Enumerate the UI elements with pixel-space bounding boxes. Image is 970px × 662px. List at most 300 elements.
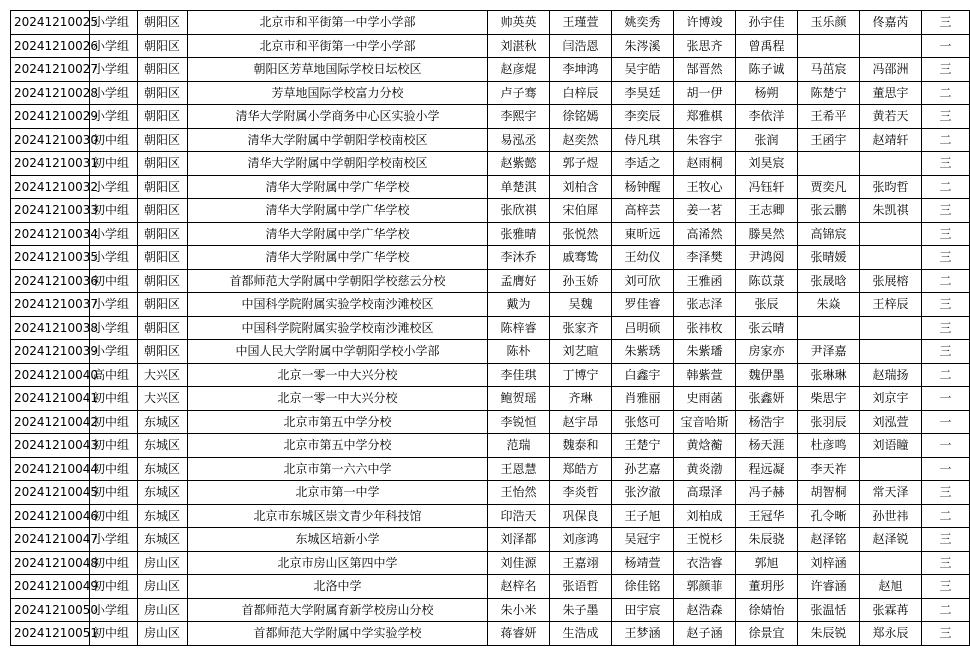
member-cell: 李锐恒 bbox=[488, 410, 550, 434]
member-cell: 冯钰轩 bbox=[736, 175, 798, 199]
team-id-cell: 20241210028 bbox=[11, 81, 90, 105]
member-cell: 朱容宇 bbox=[674, 128, 736, 152]
member-cell: 程远凝 bbox=[736, 457, 798, 481]
district-cell: 房山区 bbox=[138, 622, 188, 646]
member-cell: 孙世祎 bbox=[860, 504, 922, 528]
school-cell: 清华大学附属中学广华学校 bbox=[188, 246, 488, 270]
award-level-cell: 一 bbox=[922, 410, 970, 434]
member-cell: 刘湛秋 bbox=[488, 34, 550, 58]
member-cell: 张祎枚 bbox=[674, 316, 736, 340]
school-cell: 中国科学院附属实验学校南沙滩校区 bbox=[188, 316, 488, 340]
award-level-cell: 三 bbox=[922, 222, 970, 246]
table-row bbox=[11, 387, 970, 411]
member-cell: 许博竣 bbox=[674, 11, 736, 35]
district-cell: 房山区 bbox=[138, 575, 188, 599]
school-cell: 北京市东城区崇文青少年科技馆 bbox=[188, 504, 488, 528]
team-id-cell: 20241210045 bbox=[11, 481, 90, 505]
member-cell: 白鑫宇 bbox=[612, 363, 674, 387]
member-cell: 刘柏成 bbox=[674, 504, 736, 528]
table-row bbox=[11, 269, 970, 293]
school-cell: 北京市和平街第一中学小学部 bbox=[188, 34, 488, 58]
team-id-cell: 20241210036 bbox=[11, 269, 90, 293]
member-cell: 王牧心 bbox=[674, 175, 736, 199]
school-cell: 北京市和平街第一中学小学部 bbox=[188, 11, 488, 35]
member-cell: 郑皓方 bbox=[550, 457, 612, 481]
member-cell: 张展榕 bbox=[860, 269, 922, 293]
member-cell: 滕昊然 bbox=[736, 222, 798, 246]
member-cell: 刘可欣 bbox=[612, 269, 674, 293]
member-cell: 吴魏 bbox=[550, 293, 612, 317]
team-id-cell: 20241210026 bbox=[11, 34, 90, 58]
member-cell bbox=[860, 340, 922, 364]
member-cell: 姚奕秀 bbox=[612, 11, 674, 35]
member-cell: 杨天涯 bbox=[736, 434, 798, 458]
award-roster-sheet bbox=[10, 10, 970, 646]
group-cell: 初中组 bbox=[90, 387, 138, 411]
district-cell: 朝阳区 bbox=[138, 316, 188, 340]
table-row bbox=[11, 81, 970, 105]
member-cell: 郭子煜 bbox=[550, 152, 612, 176]
group-cell: 初中组 bbox=[90, 269, 138, 293]
group-cell: 初中组 bbox=[90, 457, 138, 481]
award-level-cell: 三 bbox=[922, 58, 970, 82]
group-cell: 小学组 bbox=[90, 598, 138, 622]
school-cell: 清华大学附属小学商务中心区实验小学 bbox=[188, 105, 488, 129]
member-cell: 刘京宇 bbox=[860, 387, 922, 411]
member-cell: 陈子诚 bbox=[736, 58, 798, 82]
member-cell: 杨朔 bbox=[736, 81, 798, 105]
member-cell: 宋伯犀 bbox=[550, 199, 612, 223]
member-cell: 刘泽都 bbox=[488, 528, 550, 552]
school-cell: 清华大学附属中学广华学校 bbox=[188, 175, 488, 199]
member-cell: 杨靖萱 bbox=[612, 551, 674, 575]
member-cell: 张悠可 bbox=[612, 410, 674, 434]
member-cell: 董思宇 bbox=[860, 81, 922, 105]
table-row bbox=[11, 598, 970, 622]
group-cell: 小学组 bbox=[90, 293, 138, 317]
school-cell: 清华大学附属中学广华学校 bbox=[188, 222, 488, 246]
member-cell: 郭颜菲 bbox=[674, 575, 736, 599]
member-cell: 赵彦焜 bbox=[488, 58, 550, 82]
award-level-cell: 一 bbox=[922, 34, 970, 58]
member-cell: 孟膺好 bbox=[488, 269, 550, 293]
member-cell: 刘艺暄 bbox=[550, 340, 612, 364]
member-cell: 王函宇 bbox=[798, 128, 860, 152]
team-id-cell: 20241210038 bbox=[11, 316, 90, 340]
member-cell: 刘泓萱 bbox=[860, 410, 922, 434]
member-cell: 郑永辰 bbox=[860, 622, 922, 646]
member-cell: 王梓辰 bbox=[860, 293, 922, 317]
member-cell: 孙艺嘉 bbox=[612, 457, 674, 481]
group-cell: 初中组 bbox=[90, 410, 138, 434]
team-id-cell: 20241210030 bbox=[11, 128, 90, 152]
member-cell: 赵宇昂 bbox=[550, 410, 612, 434]
school-cell: 北洛中学 bbox=[188, 575, 488, 599]
member-cell: 张昀哲 bbox=[860, 175, 922, 199]
member-cell: 王瑾萱 bbox=[550, 11, 612, 35]
member-cell: 王嘉翊 bbox=[550, 551, 612, 575]
member-cell: 张羽辰 bbox=[798, 410, 860, 434]
member-cell: 衣浩睿 bbox=[674, 551, 736, 575]
school-cell: 清华大学附属中学朝阳学校南校区 bbox=[188, 152, 488, 176]
member-cell: 田宇宸 bbox=[612, 598, 674, 622]
group-cell: 小学组 bbox=[90, 175, 138, 199]
member-cell: 常天泽 bbox=[860, 481, 922, 505]
school-cell: 首都师范大学附属育新学校房山分校 bbox=[188, 598, 488, 622]
member-cell: 张云晴 bbox=[736, 316, 798, 340]
member-cell: 朱辰锐 bbox=[798, 622, 860, 646]
award-level-cell: 二 bbox=[922, 81, 970, 105]
group-cell: 初中组 bbox=[90, 504, 138, 528]
member-cell: 易泓丞 bbox=[488, 128, 550, 152]
member-cell: 魏泰和 bbox=[550, 434, 612, 458]
award-roster-table bbox=[10, 10, 970, 646]
award-level-cell: 二 bbox=[922, 175, 970, 199]
school-cell: 北京市房山区第四中学 bbox=[188, 551, 488, 575]
member-cell bbox=[860, 246, 922, 270]
table-row bbox=[11, 316, 970, 340]
member-cell: 徐铭嫣 bbox=[550, 105, 612, 129]
member-cell: 王雅函 bbox=[674, 269, 736, 293]
district-cell: 朝阳区 bbox=[138, 128, 188, 152]
district-cell: 房山区 bbox=[138, 551, 188, 575]
district-cell: 朝阳区 bbox=[138, 222, 188, 246]
member-cell: 朱辰骁 bbox=[736, 528, 798, 552]
district-cell: 朝阳区 bbox=[138, 58, 188, 82]
group-cell: 初中组 bbox=[90, 575, 138, 599]
group-cell: 高中组 bbox=[90, 363, 138, 387]
member-cell: 张汐澈 bbox=[612, 481, 674, 505]
award-level-cell: 三 bbox=[922, 316, 970, 340]
member-cell: 郭旭 bbox=[736, 551, 798, 575]
table-row bbox=[11, 340, 970, 364]
table-row bbox=[11, 11, 970, 35]
award-level-cell: 三 bbox=[922, 340, 970, 364]
member-cell: 黄若天 bbox=[860, 105, 922, 129]
member-cell: 赵旭 bbox=[860, 575, 922, 599]
member-cell: 冯邵洲 bbox=[860, 58, 922, 82]
member-cell: 戴为 bbox=[488, 293, 550, 317]
team-id-cell: 20241210027 bbox=[11, 58, 90, 82]
school-cell: 东城区培新小学 bbox=[188, 528, 488, 552]
table-row bbox=[11, 246, 970, 270]
member-cell: 魏伊墨 bbox=[736, 363, 798, 387]
district-cell: 东城区 bbox=[138, 528, 188, 552]
member-cell: 赵泽铭 bbox=[798, 528, 860, 552]
award-level-cell: 三 bbox=[922, 551, 970, 575]
member-cell bbox=[798, 152, 860, 176]
district-cell: 朝阳区 bbox=[138, 199, 188, 223]
member-cell: 吕明硕 bbox=[612, 316, 674, 340]
award-level-cell: 二 bbox=[922, 363, 970, 387]
group-cell: 小学组 bbox=[90, 340, 138, 364]
school-cell: 朝阳区芳草地国际学校日坛校区 bbox=[188, 58, 488, 82]
district-cell: 朝阳区 bbox=[138, 175, 188, 199]
award-level-cell: 三 bbox=[922, 152, 970, 176]
member-cell: 肖雅丽 bbox=[612, 387, 674, 411]
member-cell: 佟嘉芮 bbox=[860, 11, 922, 35]
member-cell: 刘梓涵 bbox=[798, 551, 860, 575]
member-cell: 朱小米 bbox=[488, 598, 550, 622]
district-cell: 东城区 bbox=[138, 434, 188, 458]
award-level-cell: 一 bbox=[922, 457, 970, 481]
member-cell: 吴宇皓 bbox=[612, 58, 674, 82]
school-cell: 首都师范大学附属中学实验学校 bbox=[188, 622, 488, 646]
member-cell: 王志卿 bbox=[736, 199, 798, 223]
school-cell: 中国人民大学附属中学朝阳学校小学部 bbox=[188, 340, 488, 364]
roster-body bbox=[11, 11, 970, 646]
award-level-cell: 三 bbox=[922, 528, 970, 552]
member-cell: 高璟泽 bbox=[674, 481, 736, 505]
member-cell: 刘佳源 bbox=[488, 551, 550, 575]
member-cell: 王楚宁 bbox=[612, 434, 674, 458]
member-cell: 赵奕然 bbox=[550, 128, 612, 152]
group-cell: 小学组 bbox=[90, 528, 138, 552]
member-cell: 张琳琳 bbox=[798, 363, 860, 387]
team-id-cell: 20241210037 bbox=[11, 293, 90, 317]
table-row bbox=[11, 551, 970, 575]
member-cell: 赵子涵 bbox=[674, 622, 736, 646]
member-cell: 赵泽锐 bbox=[860, 528, 922, 552]
member-cell: 李沐乔 bbox=[488, 246, 550, 270]
district-cell: 朝阳区 bbox=[138, 81, 188, 105]
member-cell: 张雅晴 bbox=[488, 222, 550, 246]
member-cell: 赵靖轩 bbox=[860, 128, 922, 152]
member-cell: 王怡然 bbox=[488, 481, 550, 505]
district-cell: 大兴区 bbox=[138, 363, 188, 387]
table-row bbox=[11, 175, 970, 199]
team-id-cell: 20241210048 bbox=[11, 551, 90, 575]
member-cell bbox=[860, 316, 922, 340]
team-id-cell: 20241210047 bbox=[11, 528, 90, 552]
table-row bbox=[11, 504, 970, 528]
award-level-cell: 一 bbox=[922, 434, 970, 458]
member-cell: 史雨菡 bbox=[674, 387, 736, 411]
district-cell: 朝阳区 bbox=[138, 340, 188, 364]
member-cell: 胡智桐 bbox=[798, 481, 860, 505]
team-id-cell: 20241210025 bbox=[11, 11, 90, 35]
team-id-cell: 20241210034 bbox=[11, 222, 90, 246]
group-cell: 小学组 bbox=[90, 11, 138, 35]
member-cell: 杜彦鸣 bbox=[798, 434, 860, 458]
member-cell: 東昕远 bbox=[612, 222, 674, 246]
member-cell bbox=[860, 222, 922, 246]
school-cell: 北京一零一中大兴分校 bbox=[188, 363, 488, 387]
school-cell: 芳草地国际学校富力分校 bbox=[188, 81, 488, 105]
member-cell: 张温恬 bbox=[798, 598, 860, 622]
school-cell: 中国科学院附属实验学校南沙滩校区 bbox=[188, 293, 488, 317]
member-cell: 陈梓睿 bbox=[488, 316, 550, 340]
team-id-cell: 20241210044 bbox=[11, 457, 90, 481]
member-cell: 陈苡菉 bbox=[736, 269, 798, 293]
member-cell: 张思齐 bbox=[674, 34, 736, 58]
table-row bbox=[11, 481, 970, 505]
school-cell: 北京市第五中学分校 bbox=[188, 434, 488, 458]
member-cell: 李熙宇 bbox=[488, 105, 550, 129]
table-row bbox=[11, 363, 970, 387]
member-cell: 董玥彤 bbox=[736, 575, 798, 599]
district-cell: 朝阳区 bbox=[138, 293, 188, 317]
member-cell: 赵雨桐 bbox=[674, 152, 736, 176]
member-cell: 刘昊宸 bbox=[736, 152, 798, 176]
school-cell: 北京一零一中大兴分校 bbox=[188, 387, 488, 411]
team-id-cell: 20241210032 bbox=[11, 175, 90, 199]
member-cell: 张晟晗 bbox=[798, 269, 860, 293]
group-cell: 小学组 bbox=[90, 34, 138, 58]
member-cell: 张辰 bbox=[736, 293, 798, 317]
member-cell: 张志泽 bbox=[674, 293, 736, 317]
district-cell: 朝阳区 bbox=[138, 34, 188, 58]
member-cell: 白梓辰 bbox=[550, 81, 612, 105]
district-cell: 朝阳区 bbox=[138, 246, 188, 270]
table-row bbox=[11, 528, 970, 552]
member-cell: 帅英英 bbox=[488, 11, 550, 35]
member-cell: 赵浩森 bbox=[674, 598, 736, 622]
member-cell: 巩保良 bbox=[550, 504, 612, 528]
member-cell: 朱紫琇 bbox=[612, 340, 674, 364]
member-cell: 李天祚 bbox=[798, 457, 860, 481]
member-cell: 张语哲 bbox=[550, 575, 612, 599]
member-cell: 李佳琪 bbox=[488, 363, 550, 387]
group-cell: 小学组 bbox=[90, 246, 138, 270]
table-row bbox=[11, 575, 970, 599]
member-cell: 杨钟醒 bbox=[612, 175, 674, 199]
group-cell: 小学组 bbox=[90, 105, 138, 129]
member-cell: 曾禹程 bbox=[736, 34, 798, 58]
member-cell bbox=[860, 152, 922, 176]
school-cell: 北京市第一六六中学 bbox=[188, 457, 488, 481]
member-cell: 齐琳 bbox=[550, 387, 612, 411]
member-cell: 朱涔溪 bbox=[612, 34, 674, 58]
member-cell: 李坤鸿 bbox=[550, 58, 612, 82]
member-cell: 张欣祺 bbox=[488, 199, 550, 223]
member-cell: 王幼仪 bbox=[612, 246, 674, 270]
member-cell: 朱紫璠 bbox=[674, 340, 736, 364]
member-cell: 鲍贺瑶 bbox=[488, 387, 550, 411]
group-cell: 小学组 bbox=[90, 222, 138, 246]
group-cell: 初中组 bbox=[90, 434, 138, 458]
member-cell: 高浠然 bbox=[674, 222, 736, 246]
table-row bbox=[11, 293, 970, 317]
member-cell bbox=[860, 457, 922, 481]
member-cell: 李炎哲 bbox=[550, 481, 612, 505]
team-id-cell: 20241210035 bbox=[11, 246, 90, 270]
member-cell: 朱凯祺 bbox=[860, 199, 922, 223]
team-id-cell: 20241210051 bbox=[11, 622, 90, 646]
member-cell: 李泽樊 bbox=[674, 246, 736, 270]
member-cell: 高梓芸 bbox=[612, 199, 674, 223]
member-cell: 赵梓名 bbox=[488, 575, 550, 599]
team-id-cell: 20241210029 bbox=[11, 105, 90, 129]
member-cell: 张润 bbox=[736, 128, 798, 152]
district-cell: 朝阳区 bbox=[138, 105, 188, 129]
member-cell: 姜一茗 bbox=[674, 199, 736, 223]
table-row bbox=[11, 105, 970, 129]
school-cell: 首都师范大学附属中学朝阳学校慈云分校 bbox=[188, 269, 488, 293]
group-cell: 小学组 bbox=[90, 316, 138, 340]
member-cell: 范瑞 bbox=[488, 434, 550, 458]
member-cell: 侍凡琪 bbox=[612, 128, 674, 152]
member-cell: 张云鹏 bbox=[798, 199, 860, 223]
award-level-cell: 三 bbox=[922, 105, 970, 129]
member-cell: 王冠华 bbox=[736, 504, 798, 528]
table-row bbox=[11, 199, 970, 223]
team-id-cell: 20241210041 bbox=[11, 387, 90, 411]
member-cell: 孔令晰 bbox=[798, 504, 860, 528]
member-cell: 杨浩宇 bbox=[736, 410, 798, 434]
member-cell: 李适之 bbox=[612, 152, 674, 176]
member-cell: 王悦杉 bbox=[674, 528, 736, 552]
member-cell: 徐佳铭 bbox=[612, 575, 674, 599]
member-cell: 玉乐颜 bbox=[798, 11, 860, 35]
member-cell: 许睿涵 bbox=[798, 575, 860, 599]
district-cell: 东城区 bbox=[138, 481, 188, 505]
member-cell: 贾奕凡 bbox=[798, 175, 860, 199]
member-cell: 闫浩恩 bbox=[550, 34, 612, 58]
member-cell: 宝音哈斯 bbox=[674, 410, 736, 434]
member-cell: 徐婧怡 bbox=[736, 598, 798, 622]
member-cell bbox=[860, 551, 922, 575]
group-cell: 初中组 bbox=[90, 481, 138, 505]
member-cell: 孙宇佳 bbox=[736, 11, 798, 35]
member-cell: 赵紫懿 bbox=[488, 152, 550, 176]
group-cell: 初中组 bbox=[90, 128, 138, 152]
member-cell bbox=[860, 34, 922, 58]
district-cell: 东城区 bbox=[138, 410, 188, 434]
table-row bbox=[11, 152, 970, 176]
member-cell: 王恩慧 bbox=[488, 457, 550, 481]
member-cell: 马茁宸 bbox=[798, 58, 860, 82]
school-cell: 清华大学附属中学朝阳学校南校区 bbox=[188, 128, 488, 152]
team-id-cell: 20241210039 bbox=[11, 340, 90, 364]
award-level-cell: 三 bbox=[922, 293, 970, 317]
member-cell: 丁博宁 bbox=[550, 363, 612, 387]
member-cell: 尹泽嘉 bbox=[798, 340, 860, 364]
district-cell: 东城区 bbox=[138, 504, 188, 528]
member-cell: 刘彦鸿 bbox=[550, 528, 612, 552]
member-cell: 胡一伊 bbox=[674, 81, 736, 105]
member-cell: 王梦涵 bbox=[612, 622, 674, 646]
group-cell: 初中组 bbox=[90, 199, 138, 223]
award-level-cell: 二 bbox=[922, 128, 970, 152]
team-id-cell: 20241210043 bbox=[11, 434, 90, 458]
district-cell: 房山区 bbox=[138, 598, 188, 622]
table-row bbox=[11, 622, 970, 646]
table-row bbox=[11, 58, 970, 82]
member-cell: 王子旭 bbox=[612, 504, 674, 528]
award-level-cell: 一 bbox=[922, 387, 970, 411]
member-cell: 陈朴 bbox=[488, 340, 550, 364]
member-cell: 房家亦 bbox=[736, 340, 798, 364]
team-id-cell: 20241210046 bbox=[11, 504, 90, 528]
member-cell: 罗佳睿 bbox=[612, 293, 674, 317]
member-cell: 韩紫萱 bbox=[674, 363, 736, 387]
award-level-cell: 三 bbox=[922, 11, 970, 35]
member-cell: 印浩天 bbox=[488, 504, 550, 528]
member-cell: 郜晋然 bbox=[674, 58, 736, 82]
member-cell: 蒋睿妍 bbox=[488, 622, 550, 646]
table-row bbox=[11, 34, 970, 58]
member-cell: 柴思宇 bbox=[798, 387, 860, 411]
member-cell: 黄炎渤 bbox=[674, 457, 736, 481]
table-row bbox=[11, 457, 970, 481]
district-cell: 朝阳区 bbox=[138, 269, 188, 293]
member-cell: 张悦然 bbox=[550, 222, 612, 246]
school-cell: 清华大学附属中学广华学校 bbox=[188, 199, 488, 223]
team-id-cell: 20241210050 bbox=[11, 598, 90, 622]
member-cell: 卢子骞 bbox=[488, 81, 550, 105]
member-cell: 高锦宸 bbox=[798, 222, 860, 246]
